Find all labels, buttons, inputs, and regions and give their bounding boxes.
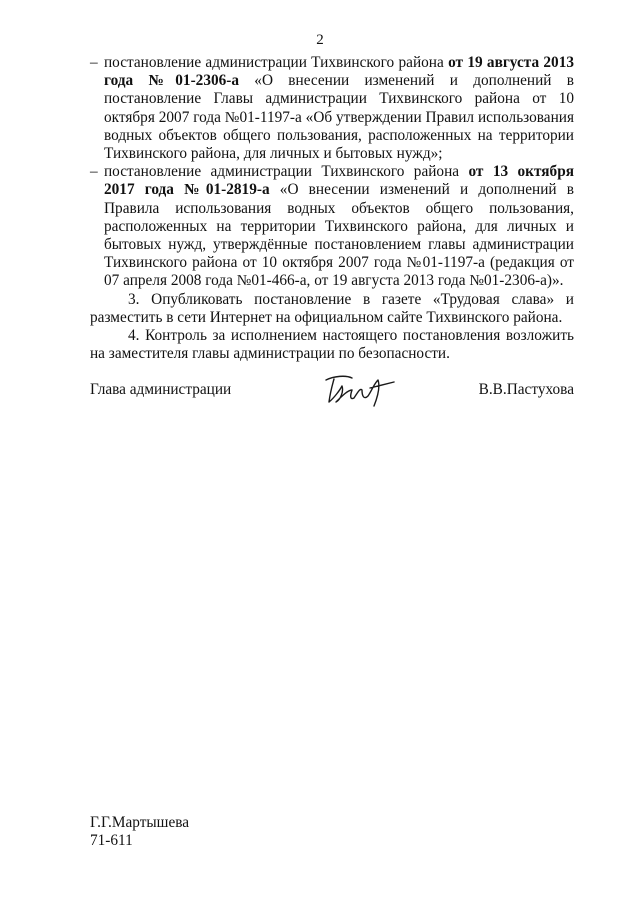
paragraph-publish: 3. Опубликовать постановление в газете «Трудовая слава» и разместить в сети Интернет на официальном сайте Тихвинского района. bbox=[90, 290, 574, 326]
list-item-text: «О внесении изменений и дополнений в постановление Главы администрации Тихвинского района от 10 октября 2007 года №01-1197-а «Об утверждении Правил использования водных объектов общего пользования, расположенных на территории Тихвинского района, для личных и бытовых нужд»; bbox=[104, 72, 574, 163]
list-item-resolution-2017 bbox=[90, 163, 574, 290]
list-item-bold-date: от 13 октября 2017 года №01-2819-а bbox=[104, 163, 574, 199]
list-item-resolution-2013 bbox=[90, 54, 574, 163]
executor-name: Г.Г.Мартышева bbox=[90, 814, 190, 831]
signatory-title: Глава администрации bbox=[90, 381, 232, 398]
signatory-name: В.В.Пастухова bbox=[478, 381, 574, 398]
document-body bbox=[90, 54, 574, 363]
list-item-bold-date: от 19 августа 2013 года №01-2306-а bbox=[104, 54, 574, 90]
list-item-text: постановление администрации Тихвинского района bbox=[104, 54, 449, 71]
signature-block bbox=[90, 372, 574, 412]
paragraph-control: 4. Контроль за исполнением настоящего постановления возложить на заместителя главы администрации по безопасности. bbox=[90, 327, 574, 363]
executor-phone: 71-611 bbox=[90, 832, 133, 850]
list-dash: – bbox=[90, 54, 98, 71]
list-dash: – bbox=[90, 163, 98, 181]
handwritten-signature bbox=[320, 372, 400, 410]
list-item-text: постановление администрации Тихвинского района bbox=[104, 163, 469, 181]
list-item-text: «О внесении изменений и дополнений в Правила использования водных объектов общего пользования, расположенных на территории Тихвинского района, для личных и бытовых нужд, утверждённые постановлением главы администрации Тихвинского района от 10 октября 2007 года №01-1197-а (редакция от 07 апреля 2008 года №01-466-а, от 19 августа 2013 года №01-2306-а)». bbox=[104, 181, 574, 290]
page-number: 2 bbox=[316, 32, 324, 48]
executor-block bbox=[90, 814, 189, 850]
